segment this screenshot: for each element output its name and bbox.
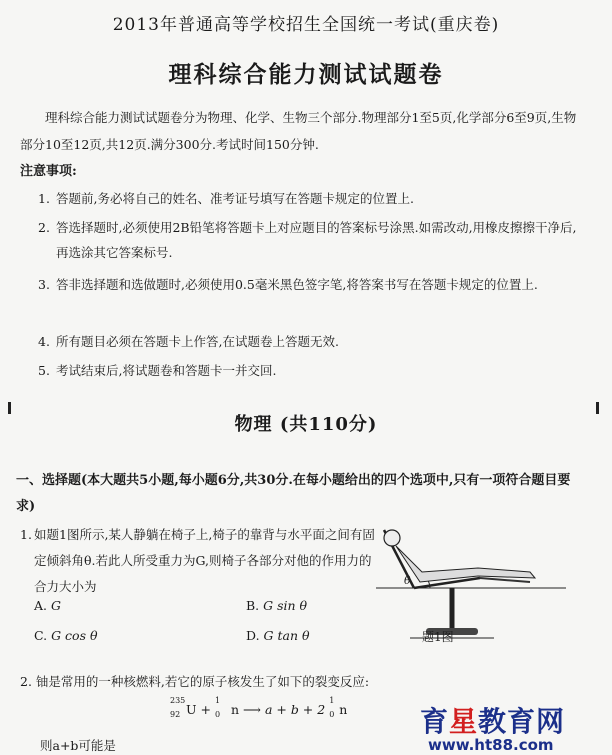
note-text: 所有题目必须在答题卡上作答,在试题卷上答题无效. — [56, 334, 339, 349]
note-number: 1. — [38, 191, 50, 206]
option-label: B. — [246, 598, 260, 613]
uranium-nuclide — [170, 696, 197, 719]
reaction-products: ⟶ a + b + 2 — [243, 702, 326, 717]
watermark-brand — [420, 700, 565, 740]
watermark-brand-left: 育 — [420, 705, 450, 738]
question-text: 铀是常用的一种核燃料,若它的原子核发生了如下的裂变反应: — [35, 674, 370, 689]
option-value: G cos θ — [51, 628, 98, 643]
question-2 — [20, 672, 440, 690]
watermark-star-char: 星 — [449, 705, 479, 738]
mass-number: 1 — [329, 696, 335, 705]
note-number: 5. — [38, 363, 50, 378]
note-text: 答非选择题和选做题时,必须使用0.5毫米黑色签字笔,将答案书写在答题卡规定的位置上. — [56, 277, 538, 292]
intro-paragraph: 理科综合能力测试试题卷分为物理、化学、生物三个部分.物理部分1至5页,化学部分6至9页,生物部分10至12页,共12页.满分300分.考试时间150分钟. — [20, 110, 577, 152]
site-watermark — [418, 700, 608, 755]
element-symbol: n — [339, 702, 348, 717]
option-label: C. — [34, 628, 48, 643]
note-number: 2. — [38, 220, 50, 235]
note-number: 3. — [38, 277, 50, 292]
watermark-brand-right: 教育网 — [478, 705, 566, 738]
part-heading: 一、选择题(本大题共5小题,每小题6分,共30分.在每小题给出的四个选项中,只有一项符合题目要求) — [16, 473, 571, 514]
fission-equation — [170, 696, 348, 719]
section-title: 物理 (共110分) — [234, 414, 378, 435]
question-text: 如题1图所示,某人静躺在椅子上,椅子的靠背与水平面之间有固定倾斜角θ.若此人所受重力为G,则椅子各部分对他的作用力的合力大小为 — [34, 527, 375, 594]
note-text: 考试结束后,将试题卷和答题卡一并交回. — [56, 363, 277, 378]
element-symbol: U — [186, 702, 197, 717]
charge-number: 0 — [215, 710, 221, 719]
chair-legrest — [480, 578, 530, 582]
question-1 — [20, 522, 380, 600]
plus-sign: + — [200, 702, 212, 717]
charge-number: 92 — [170, 710, 181, 719]
neutron-product — [329, 696, 348, 719]
reclining-chair-figure — [370, 516, 570, 656]
notes-title: 注意事项: — [20, 164, 77, 179]
charge-number: 0 — [329, 710, 335, 719]
option-value: G — [51, 598, 61, 613]
note-number: 4. — [38, 334, 50, 349]
mass-number: 235 — [170, 696, 186, 705]
option-value: G sin θ — [263, 598, 308, 613]
question-number: 1. — [20, 527, 32, 542]
exam-title: 2013年普通高等学校招生全国统一考试(重庆卷) — [112, 15, 500, 35]
paper-title: 理科综合能力测试试题卷 — [168, 61, 444, 88]
option-value: G tan θ — [263, 628, 310, 643]
option-label: A. — [34, 598, 48, 613]
mass-number: 1 — [215, 696, 221, 705]
note-item — [38, 272, 583, 297]
note-item — [38, 215, 583, 265]
option-c — [34, 628, 194, 643]
option-label: D. — [246, 628, 260, 643]
note-text: 答题前,务必将自己的姓名、准考证号填写在答题卡规定的位置上. — [56, 191, 414, 206]
neutron — [215, 696, 240, 719]
note-item — [38, 329, 583, 354]
question-number: 2. — [20, 674, 32, 689]
note-text: 答选择题时,必须使用2B铅笔将答题卡上对应题目的答案标号涂黑.如需改动,用橡皮擦擦干净后,再选涂其它答案标号. — [56, 220, 577, 260]
option-a — [34, 598, 194, 613]
element-symbol: n — [231, 702, 240, 717]
angle-label: θ — [404, 574, 411, 587]
question-2-ask: 则a+b可能是 — [40, 738, 116, 753]
figure-caption: 题1图 — [422, 630, 454, 644]
watermark-url: www.ht88.com — [428, 736, 554, 754]
person-body — [396, 546, 535, 582]
note-item — [38, 358, 583, 383]
person-head — [384, 530, 400, 546]
note-item — [38, 186, 583, 211]
